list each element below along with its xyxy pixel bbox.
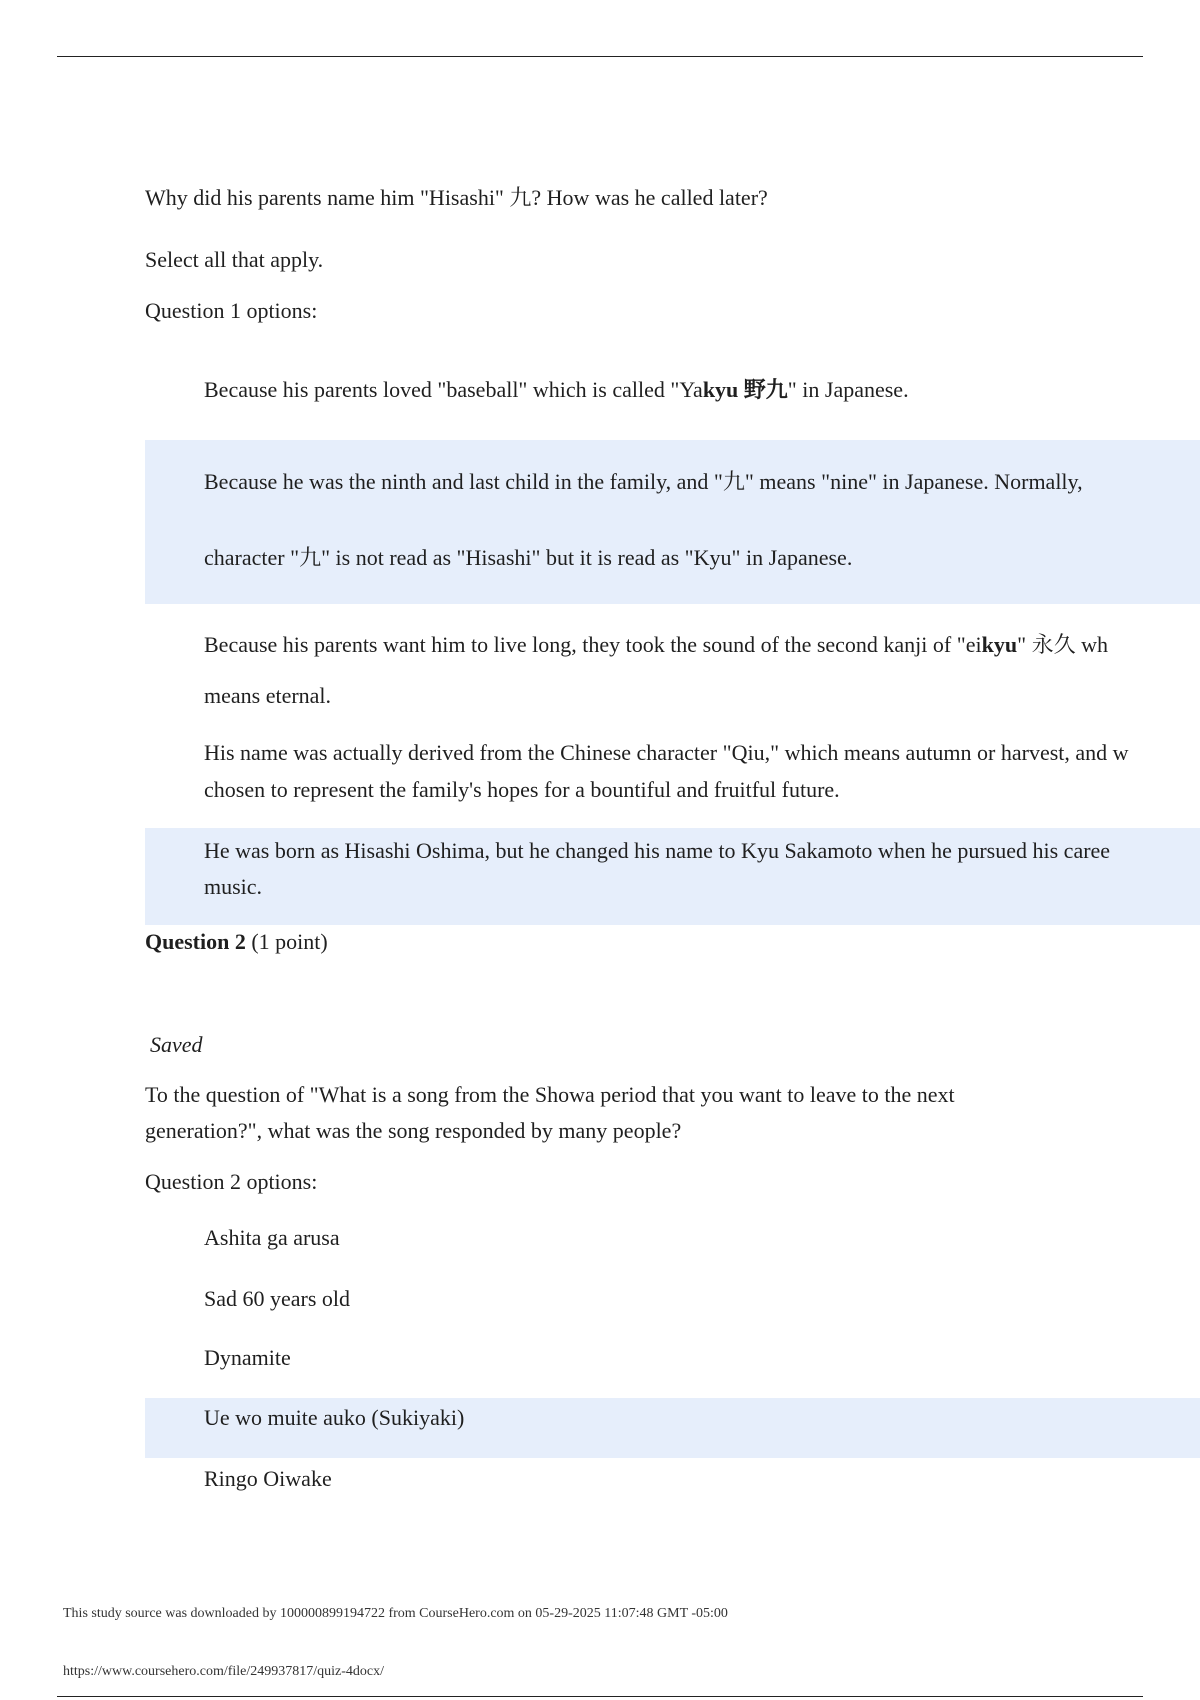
question-2-options-label: Question 2 options: — [145, 1169, 318, 1194]
question-1-instruction: Select all that apply. — [145, 247, 324, 272]
option-2-line-1: Because he was the ninth and last child in the family, and "九" means "nine" in Japanese. Normally, — [204, 469, 1083, 494]
question-2-title: Question 2 — [145, 929, 246, 954]
question-2-option-3[interactable]: Dynamite — [204, 1345, 291, 1370]
option-1-text-bold: kyu 野九 — [702, 377, 788, 402]
option-3-text-bold: kyu — [981, 632, 1018, 657]
download-source-notice: This study source was downloaded by 100000899194722 from CourseHero.com on 05-29-2025 11:07:48 GMT -05:00 — [63, 1606, 728, 1621]
question-1-option-4[interactable] — [145, 735, 1200, 805]
question-2-option-5[interactable]: Ringo Oiwake — [204, 1466, 332, 1491]
option-3-line-1 — [204, 628, 1200, 659]
question-1-option-2-selected[interactable] — [145, 440, 1200, 604]
option-3-text-a: Because his parents want him to live long, they took the sound of the second kanji of "ei — [204, 632, 982, 657]
question-1-option-1[interactable] — [145, 360, 1200, 406]
question-1-option-3[interactable] — [145, 620, 1200, 720]
question-2-points: (1 point) — [245, 929, 328, 954]
option-4-line-1: His name was actually derived from the Chinese character "Qiu," which means autumn or harvest, and w — [204, 740, 1129, 765]
option-5-line-1: He was born as Hisashi Oshima, but he changed his name to Kyu Sakamoto when he pursued his caree — [204, 838, 1111, 863]
bottom-rule — [57, 1696, 1143, 1697]
question-1-options-label: Question 1 options: — [145, 298, 318, 323]
source-url[interactable]: https://www.coursehero.com/file/249937817/quiz-4docx/ — [63, 1664, 385, 1679]
question-2-option-2[interactable]: Sad 60 years old — [204, 1286, 351, 1311]
option-2-line-2: character "九" is not read as "Hisashi" but it is read as "Kyu" in Japanese. — [204, 545, 853, 570]
option-3-text-c: " 永久 wh — [1017, 632, 1108, 657]
option-1-text-a: Because his parents loved "baseball" which is called "Ya — [204, 377, 703, 402]
option-4-line-2: chosen to represent the family's hopes for a bountiful and fruitful future. — [204, 777, 840, 802]
option-1-text-c: " in Japanese. — [787, 377, 909, 402]
question-1-prompt: Why did his parents name him "Hisashi" 九? How was he called later? — [145, 185, 768, 210]
option-5-line-2: music. — [204, 874, 263, 899]
question-1-option-5-selected[interactable] — [145, 828, 1200, 925]
question-2-prompt-line-1: To the question of "What is a song from the Showa period that you want to leave to the next — [145, 1082, 955, 1107]
question-2-prompt-line-2: generation?", what was the song responded by many people? — [145, 1118, 682, 1143]
question-2-saved-status: Saved — [150, 1032, 203, 1057]
question-2-option-1[interactable]: Ashita ga arusa — [204, 1225, 340, 1250]
question-2-header — [145, 929, 328, 955]
question-2-option-4-selected[interactable]: Ue wo muite auko (Sukiyaki) — [145, 1398, 1200, 1458]
option-3-line-2: means eternal. — [204, 683, 332, 708]
